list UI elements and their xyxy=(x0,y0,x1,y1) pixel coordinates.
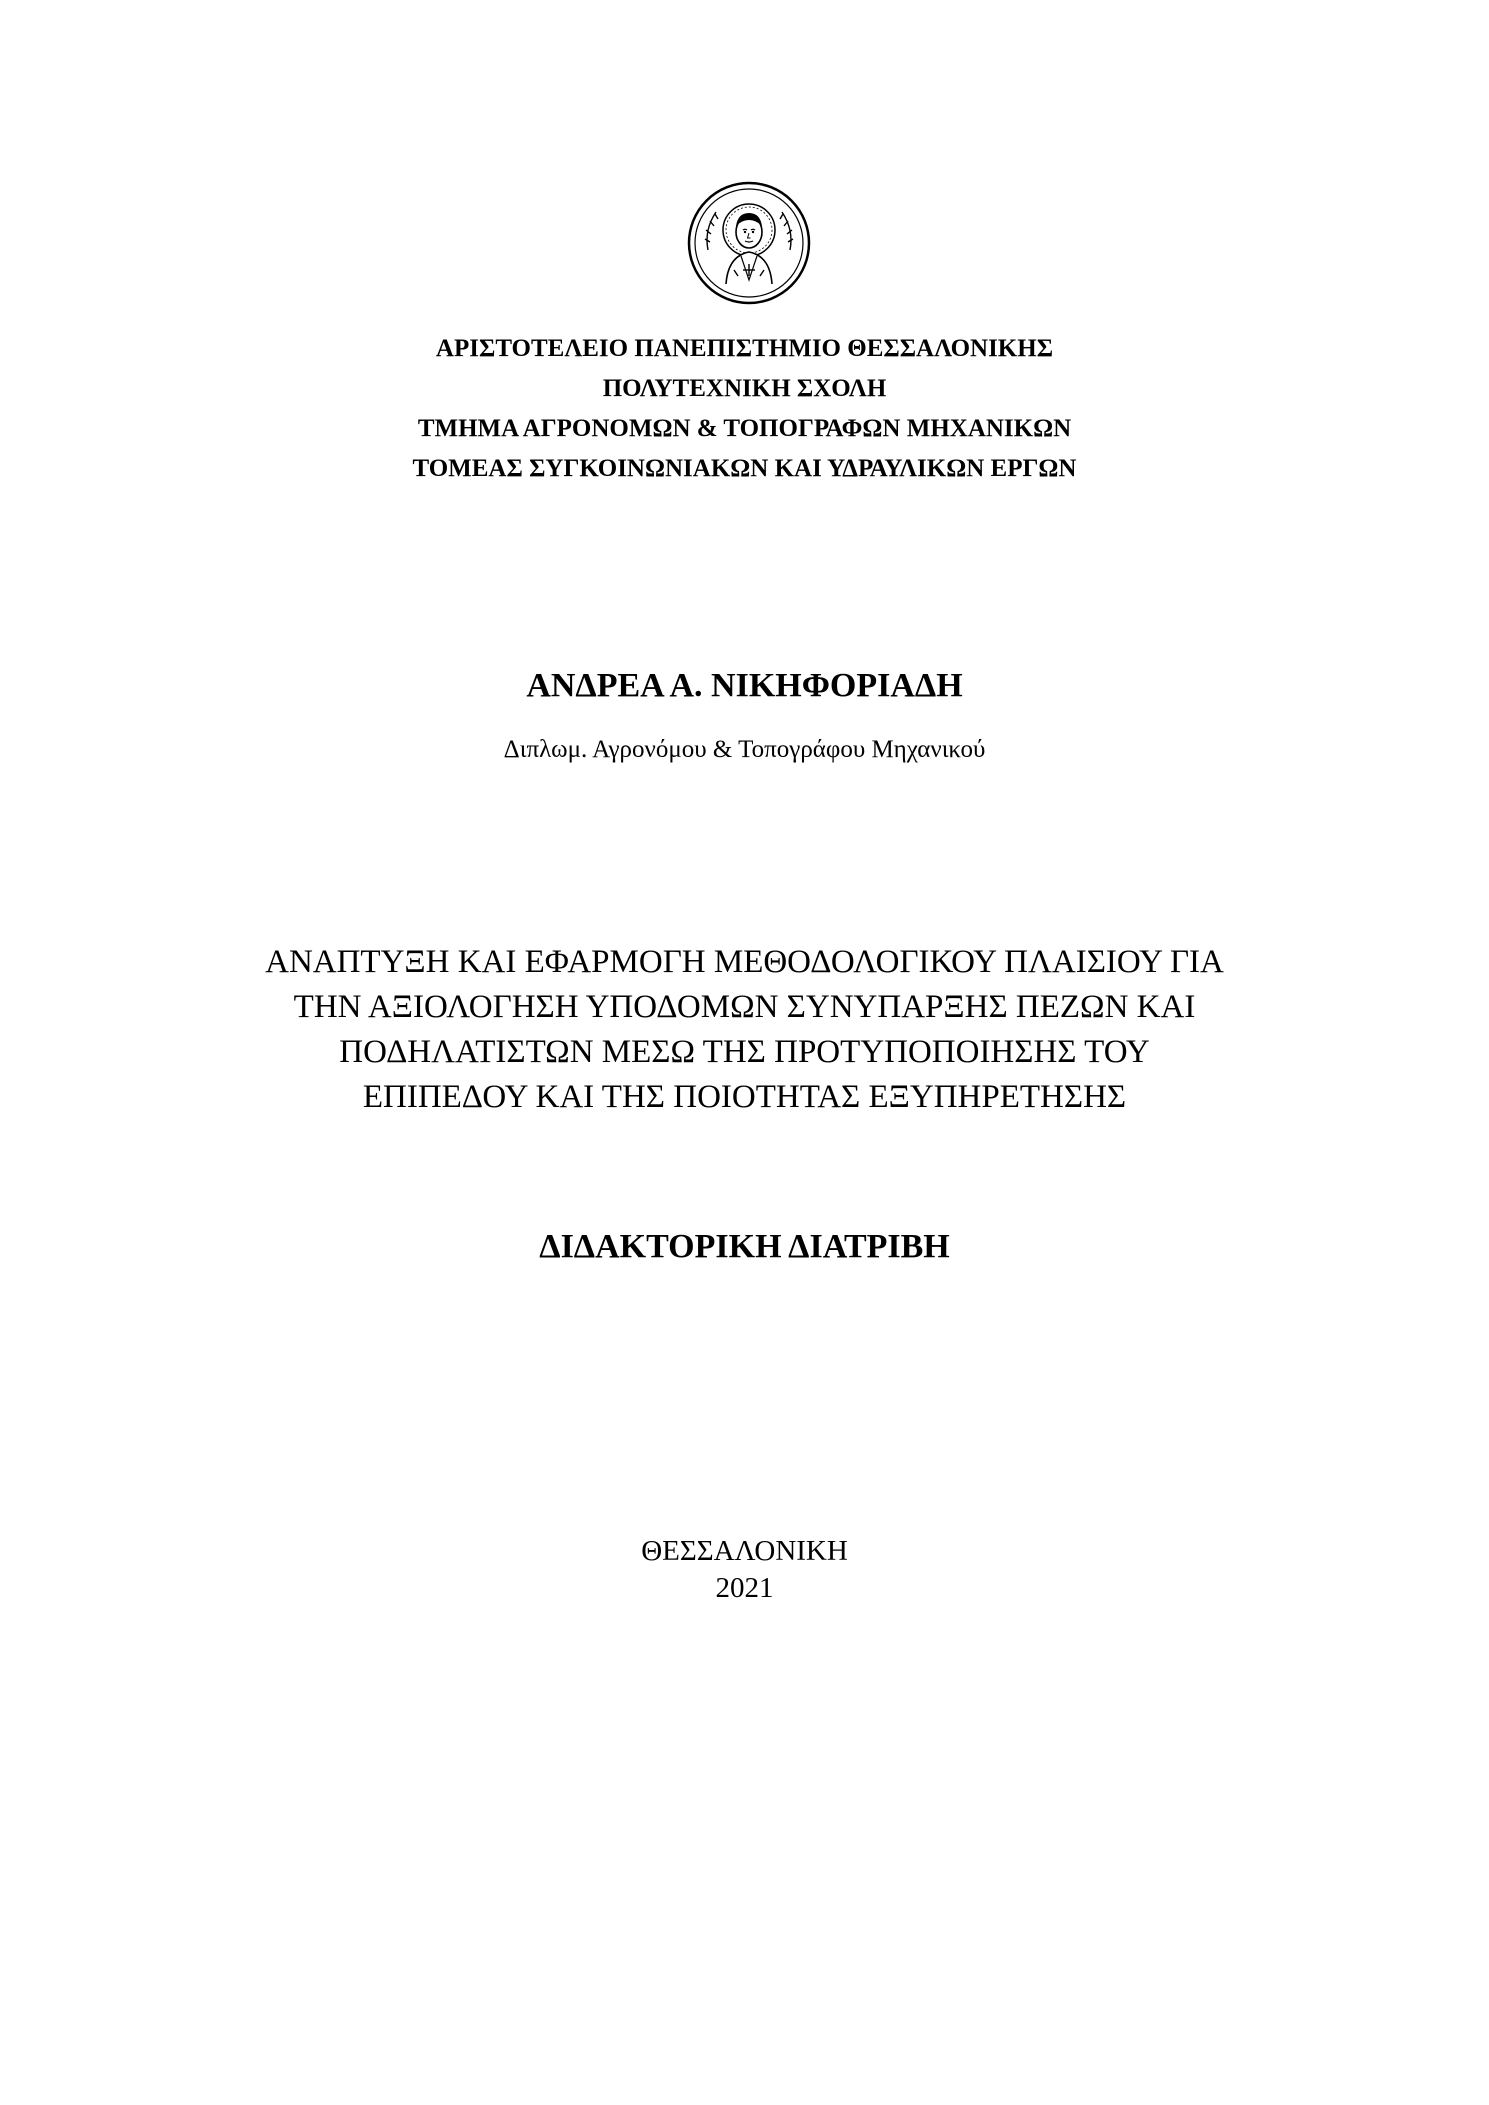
publication-place: ΘΕΣΣΑΛΟΝΙΚΗ xyxy=(641,1535,848,1567)
publication-year: 2021 xyxy=(715,1572,774,1604)
university-name: ΑΡΙΣΤΟΤΕΛΕΙΟ ΠΑΝΕΠΙΣΤΗΜΙΟ ΘΕΣΣΑΛΟΝΙΚΗΣ xyxy=(435,335,1054,362)
thesis-title-line: ΑΝΑΠΤΥΞΗ ΚΑΙ ΕΦΑΡΜΟΓΗ ΜΕΘΟΔΟΛΟΓΙΚΟΥ ΠΛΑΙΣΙΟΥ ΓΙΑ xyxy=(265,944,1224,980)
document-type: ΔΙΔΑΚΤΟΡΙΚΗ ΔΙΑΤΡΙΒΗ xyxy=(539,1228,950,1265)
author-degree: Διπλωμ. Αγρονόμου & Τοπογράφου Μηχανικού xyxy=(503,736,986,763)
department-name: ΤΜΗΜΑ ΑΓΡΟΝΟΜΩΝ & ΤΟΠΟΓΡΑΦΩΝ ΜΗΧΑΝΙΚΩΝ xyxy=(417,415,1072,442)
author-name: ΑΝΔΡΕΑ Α. ΝΙΚΗΦΟΡΙΑΔΗ xyxy=(526,667,963,704)
thesis-title xyxy=(0,940,1489,1120)
sector-name: ΤΟΜΕΑΣ ΣΥΓΚΟΙΝΩΝΙΑΚΩΝ ΚΑΙ ΥΔΡΑΥΛΙΚΩΝ ΕΡΓΩΝ xyxy=(412,455,1077,482)
thesis-title-line: ΕΠΙΠΕΔΟΥ ΚΑΙ ΤΗΣ ΠΟΙΟΤΗΤΑΣ ΕΞΥΠΗΡΕΤΗΣΗΣ xyxy=(362,1079,1127,1115)
university-seal-icon xyxy=(686,180,812,306)
thesis-title-line: ΤΗΝ ΑΞΙΟΛΟΓΗΣΗ ΥΠΟΔΟΜΩΝ ΣΥΝΥΠΑΡΞΗΣ ΠΕΖΩΝ ΚΑΙ xyxy=(293,989,1196,1025)
thesis-title-line: ΠΟΔΗΛΑΤΙΣΤΩΝ ΜΕΣΩ ΤΗΣ ΠΡΟΤΥΠΟΠΟΙΗΣΗΣ ΤΟΥ xyxy=(339,1034,1150,1070)
school-name: ΠΟΛΥΤΕΧΝΙΚΗ ΣΧΟΛΗ xyxy=(602,375,887,402)
institution-block xyxy=(0,329,1489,489)
